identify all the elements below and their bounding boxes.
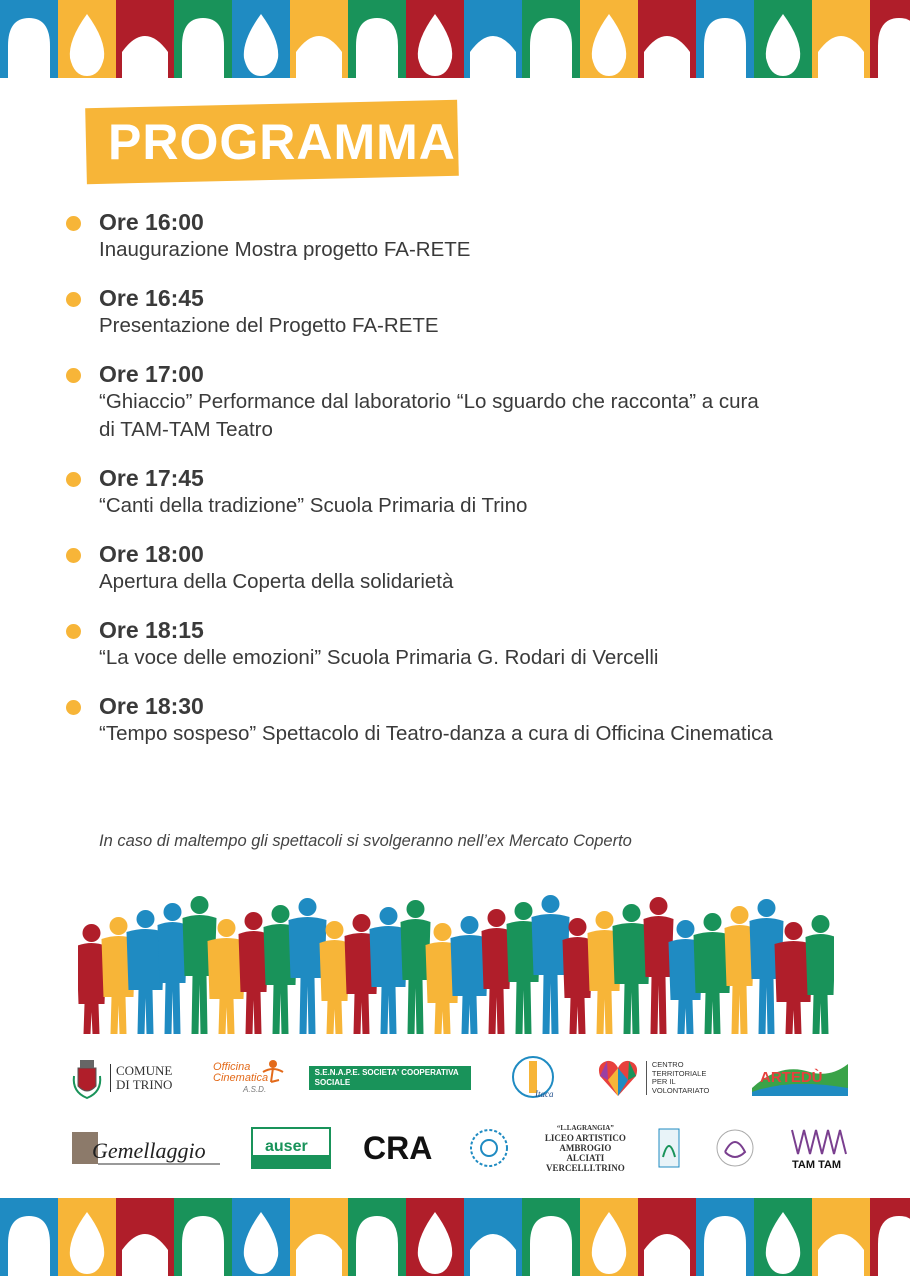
schedule-item	[66, 540, 866, 596]
band-shape	[878, 18, 910, 78]
senape-line-1: S.E.N.A.P.E. SOCIETA' COOPERATIVA	[314, 1068, 459, 1077]
officina-line-3: A.S.D.	[243, 1084, 267, 1094]
liceo-line-3: AMBROGIO	[559, 1143, 612, 1153]
comune-line-1: COMUNE	[116, 1063, 173, 1078]
schedule-description: Inaugurazione Mostra progetto FA-RETE	[99, 238, 471, 261]
liceo-line-1: “L.LAGRANGIA”	[556, 1124, 614, 1132]
logo-artedu	[750, 1058, 850, 1098]
logo-circle-emblem	[711, 1126, 759, 1170]
centro-line-2: TERRITORIALE	[651, 1068, 707, 1078]
schedule-time: Ore 17:00	[99, 361, 204, 387]
band-shape	[704, 1216, 746, 1276]
band-pattern	[0, 0, 910, 78]
logo-itaca	[511, 1055, 555, 1101]
schedule-time: Ore 18:00	[99, 541, 204, 567]
bullet-dot-icon	[66, 548, 81, 563]
band-shape	[182, 1216, 224, 1276]
logo-senape	[309, 1066, 471, 1090]
person-silhouette	[806, 915, 835, 1034]
logo-small-emblem	[657, 1127, 681, 1169]
artedu-label: ARTEDÙ	[759, 1069, 823, 1086]
officina-line-2: Cinematica	[213, 1071, 269, 1084]
schedule-time: Ore 18:30	[99, 693, 204, 719]
bullet-dot-icon	[66, 216, 81, 231]
band-pattern	[0, 1198, 910, 1276]
band-shape	[356, 18, 398, 78]
schedule-description: Presentazione del Progetto FA-RETE	[99, 314, 439, 337]
centro-line-1: CENTRO	[651, 1060, 684, 1069]
person-silhouette	[644, 897, 674, 1034]
band-shape	[530, 18, 572, 78]
logo-liceo-lagrangia	[545, 1123, 626, 1173]
gemellaggio-label: Gemellaggio	[92, 1138, 206, 1163]
logo-gemellaggio	[70, 1128, 220, 1168]
schedule-item	[66, 692, 866, 748]
logo-officina-cinematica	[213, 1062, 268, 1095]
bullet-dot-icon	[66, 472, 81, 487]
band-shape	[704, 18, 746, 78]
band-shape	[530, 1216, 572, 1276]
cra-icon	[361, 1129, 433, 1167]
schedule-item	[66, 284, 866, 340]
emblem-icon	[464, 1126, 514, 1170]
person-silhouette	[401, 900, 431, 1034]
centro-line-3: PER IL	[651, 1077, 676, 1086]
band-shape	[878, 1216, 910, 1276]
band-shape	[8, 18, 50, 78]
schedule-description: “Ghiaccio” Performance dal laboratorio “Lo sguardo che racconta” a cura	[99, 390, 759, 413]
schedule-item	[66, 208, 866, 264]
logo-centro-volontariato	[596, 1058, 710, 1098]
top-decorative-band	[0, 0, 910, 78]
schedule-description: “Canti della tradizione” Scuola Primaria di Trino	[99, 494, 528, 517]
coat-of-arms-icon	[70, 1056, 104, 1100]
schedule-time: Ore 16:00	[99, 209, 204, 235]
centro-line-4: VOLONTARIATO	[651, 1085, 710, 1095]
tamtam-icon	[790, 1126, 850, 1170]
logo-cra	[361, 1129, 433, 1167]
artedu-icon	[750, 1058, 850, 1098]
schedule-item	[66, 360, 866, 444]
liceo-line-4: ALCIATI	[566, 1153, 605, 1163]
sponsor-logos-row-2	[70, 1124, 850, 1172]
schedule-time: Ore 16:45	[99, 285, 204, 311]
bullet-dot-icon	[66, 700, 81, 715]
itaca-icon	[511, 1055, 555, 1101]
bullet-dot-icon	[66, 368, 81, 383]
schedule-description: “Tempo sospeso” Spettacolo di Teatro-danza a cura di Officina Cinematica	[99, 722, 773, 745]
liceo-line-2: LICEO ARTISTICO	[544, 1133, 626, 1143]
logo-tam-tam	[790, 1126, 850, 1170]
sponsor-logos-row-1	[70, 1054, 850, 1102]
schedule-description: “La voce delle emozioni” Scuola Primaria G. Rodari di Vercelli	[99, 646, 659, 669]
dancer-icon	[259, 1058, 287, 1086]
heart-icon	[596, 1058, 640, 1098]
tamtam-label: TAM TAM	[792, 1159, 842, 1170]
officina-line-1: Officina	[213, 1060, 251, 1073]
logo-comune-di-trino	[70, 1056, 172, 1100]
logo-auser	[251, 1127, 331, 1169]
band-shape	[356, 1216, 398, 1276]
weather-note: In caso di maltempo gli spettacoli si svolgeranno nell’ex Mercato Coperto	[99, 832, 632, 850]
gemellaggio-icon	[70, 1128, 220, 1168]
auser-label: auser	[264, 1138, 308, 1155]
band-shape	[8, 1216, 50, 1276]
itaca-label: Itaca	[535, 1089, 554, 1099]
schedule-description: Apertura della Coperta della solidarietà	[99, 570, 454, 593]
schedule-time: Ore 17:45	[99, 465, 204, 491]
bullet-dot-icon	[66, 292, 81, 307]
schedule-item	[66, 464, 866, 520]
circle-emblem-icon	[711, 1126, 759, 1170]
page-title: PROGRAMMA	[108, 114, 456, 170]
schedule-item	[66, 616, 866, 672]
crowd-silhouette-illustration	[78, 888, 834, 1034]
bottom-decorative-band	[0, 1198, 910, 1276]
liceo-line-5: VERCELLI.TRINO	[545, 1163, 625, 1173]
comune-line-2: DI TRINO	[116, 1077, 173, 1092]
bullet-dot-icon	[66, 624, 81, 639]
senape-line-2: SOCIALE	[314, 1078, 351, 1087]
auser-icon	[251, 1127, 331, 1169]
schedule-list	[66, 208, 866, 768]
band-shape	[182, 18, 224, 78]
schedule-description: di TAM-TAM Teatro	[99, 418, 273, 441]
small-emblem-icon	[657, 1127, 681, 1169]
cra-label: CRA	[363, 1130, 433, 1166]
logo-blue-emblem	[464, 1126, 514, 1170]
schedule-time: Ore 18:15	[99, 617, 204, 643]
